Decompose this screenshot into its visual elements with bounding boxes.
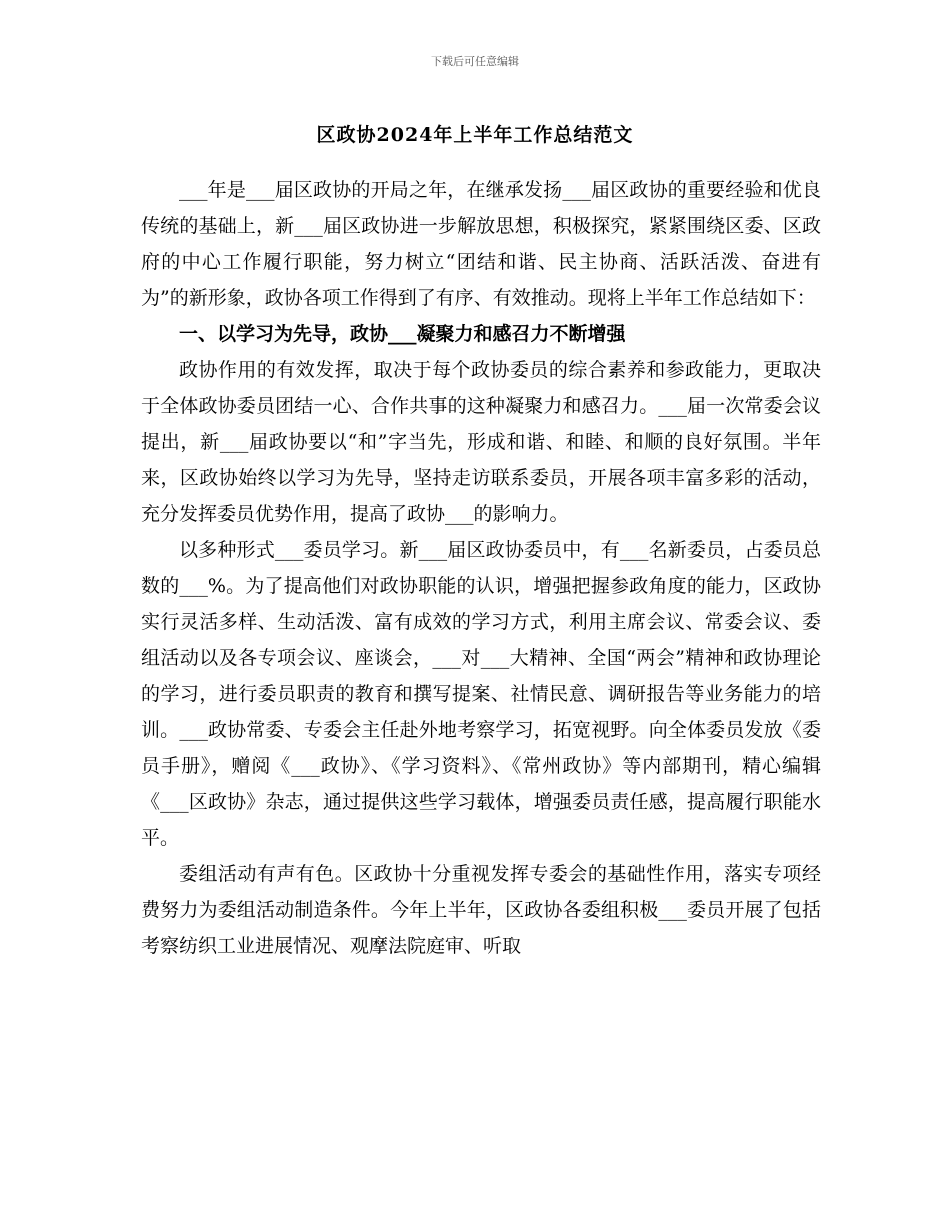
body-paragraph: 以多种形式___委员学习。新___届区政协委员中，有___名新委员，占委员总数的___%。为了提高他们对政协职能的认识，增强把握参政角度的能力，区政协实行灵活多样、生动活泼、富有成效的学习方式，利用主席会议、常委会议、委组活动以及各专项会议、座谈会，___对___大精神、全国“两会”精神和政协理论的学习，进行委员职责的教育和撰写提案、社情民意、调研报告等业务能力的培训。___政协常委、专委会主任赴外地考察学习，拓宽视野。向全体委员发放《委员手册》，赠阅《___政协》、《学习资料》、《常州政协》等内部期刊，精心编辑《___区政协》杂志，通过提供这些学习载体，增强委员责任感，提高履行职能水平。	[141, 539, 821, 849]
document-title: 区政协2024年上半年工作总结范文	[316, 124, 634, 146]
document-body	[141, 172, 821, 964]
body-paragraph: 政协作用的有效发挥，取决于每个政协委员的综合素养和参政能力，更取决于全体政协委员团结一心、合作共事的这种凝聚力和感召力。___届一次常委会议提出，新___届政协要以“和”字当先，形成和谐、和睦、和顺的良好氛围。半年来，区政协始终以学习为先导，坚持走访联系委员，开展各项丰富多彩的活动，充分发挥委员优势作用，提高了政协___的影响力。	[141, 359, 821, 525]
page-header: 下载后可任意编辑	[431, 55, 519, 68]
intro-paragraph: ___年是___届区政协的开局之年，在继承发扬___届区政协的重要经验和优良传统的基础上，新___届区政协进一步解放思想，积极探究，紧紧围绕区委、区政府的中心工作履行职能，努力树立“团结和谐、民主协商、活跃活泼、奋进有为”的新形象，政协各项工作得到了有序、有效推动。现将上半年工作总结如下：	[141, 179, 821, 309]
section-heading: 一、以学习为先导，政协___凝聚力和感召力不断增强	[179, 323, 626, 345]
body-paragraph: 委组活动有声有色。区政协十分重视发挥专委会的基础性作用，落实专项经费努力为委组活动制造条件。今年上半年，区政协各委组积极___委员开展了包括考察纺织工业进展情况、观摩法院庭审、听取	[141, 863, 821, 957]
